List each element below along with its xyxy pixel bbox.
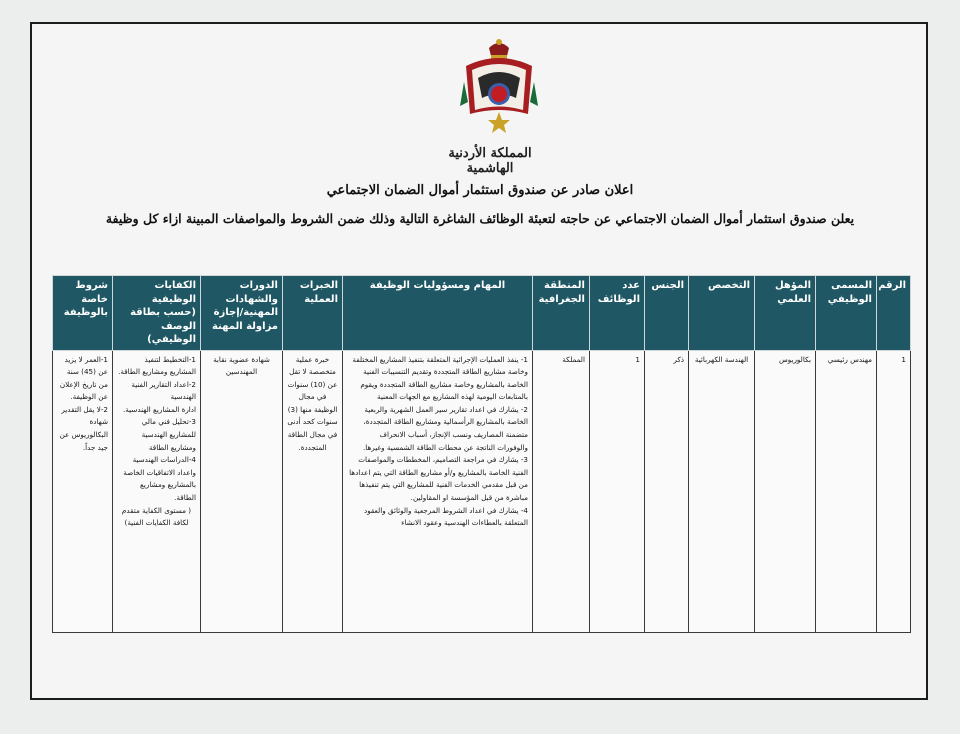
- competency-item: 2-اعداد التقارير الفنية الهندسية: [131, 379, 196, 402]
- cell-experience: خبرة عملية متخصصة لا تقل عن (10) سنوات في مجال الوظيفة منها (3) سنوات كحد أدنى في مجال الطاقة المتجددة.: [283, 350, 343, 633]
- header-gender: الجنس: [645, 276, 689, 351]
- header-qualification: المؤهل العلمي: [755, 276, 816, 351]
- header-count: عدد الوظائف: [590, 276, 645, 351]
- table-row: [53, 350, 911, 633]
- header-region: المنطقة الجغرافية: [533, 276, 590, 351]
- condition-item: 1-العمر لا يزيد عن (45) سنة من تاريخ الإعلان عن الوظيفة.: [59, 354, 108, 402]
- header-experience: الخبرات العملية: [283, 276, 343, 351]
- jordan-coat-of-arms-icon: [458, 36, 540, 136]
- cell-qualification: بكالوريوس: [755, 350, 816, 633]
- cell-special-conditions: [53, 350, 113, 633]
- cell-competencies: [113, 350, 201, 633]
- competency-item: 3-تحليل فني مالي للمشاريع الهندسية ومشاريع الطاقة: [141, 417, 196, 452]
- header-competencies: الكفايات الوظيفية (حسب بطاقة الوصف الوظيفي): [113, 276, 201, 351]
- cell-region: المملكة: [533, 350, 590, 633]
- header-tasks: المهام ومسؤوليات الوظيفة: [343, 276, 533, 351]
- header-certificates: الدورات والشهادات المهنية/إجازة مزاولة المهنة: [201, 276, 283, 351]
- task-item: 3- يشارك في مراجعة التصاميم، المخططات والمواصفات الفنية الخاصة بالمشاريع و/أو مشاريع الطاقة التي يتم اعدادها من قبل مقدمي الخدمات الفنية للمشاريع التي يتم تنفيذها مباشرة من قبل المؤسسة او المقاولين.: [349, 455, 528, 503]
- competency-item: ( مستوى الكفاية متقدم لكافة الكفايات الفنية): [121, 505, 192, 528]
- kingdom-name: المملكة الأردنية الهاشمية: [448, 146, 532, 176]
- cell-tasks: [343, 350, 533, 633]
- header-special-conditions: شروط خاصة بالوظيفة: [53, 276, 113, 351]
- cell-number: 1: [877, 350, 911, 633]
- cell-specialization: الهندسة الكهربائية: [689, 350, 755, 633]
- task-item: 4- يشارك في اعداد الشروط المرجعية والوثائق والعقود المتعلقة بالعطاءات الهندسية وعقود الانشاء: [364, 505, 528, 528]
- cell-count: 1: [590, 350, 645, 633]
- condition-item: 2-لا يقل التقدير شهادة البكالوريوس عن جيد جداً.: [59, 404, 108, 452]
- cell-job-title: مهندس رئيسي: [816, 350, 877, 633]
- header-specialization: التخصص: [689, 276, 755, 351]
- cell-gender: ذكر: [645, 350, 689, 633]
- announcement-subtitle: يعلن صندوق استثمار أموال الضمان الاجتماعي عن حاجته لتعبئة الوظائف الشاغرة التالية وذلك ضمن الشروط والمواصفات المبينة ازاء كل وظيفة: [105, 211, 855, 226]
- task-item: 1- ينفذ العمليات الإجرائية المتعلقة بتنفيذ المشاريع المختلفة وخاصة مشاريع الطاقة المتجددة وتقديم التنسيبات الفنية الخاصة بالمشاريع وخاصة مشاريع الطاقة المتجددة ويقوم بالمتابعات اليومية لهذه المشاريع مع الجهات المعنية: [352, 354, 528, 402]
- task-item: 2- يشارك في اعداد تقارير سير العمل الشهرية والربعية الخاصة بالمشاريع الرأسمالية ومشاريع الطاقة المتجددة، متضمنة المصاريف ونسب الإنجاز، أسباب الانحراف والوفورات الناتجة عن محطات الطاقة الشمسية وغيرها.: [363, 404, 528, 452]
- table-header-row: [53, 276, 911, 351]
- cell-certificates: شهادة عضوية نقابة المهندسين: [201, 350, 283, 633]
- announcement-title: اعلان صادر عن صندوق استثمار أموال الضمان الاجتماعي: [326, 183, 634, 198]
- vacancies-table: [52, 275, 911, 633]
- competency-item: ادارة المشاريع الهندسية.: [122, 404, 196, 414]
- competency-item: 4-الدراسات الهندسية واعداد الاتفاقيات الخاصة بالمشاريع ومشاريع الطاقة.: [123, 455, 196, 503]
- header-number: الرقم: [877, 276, 911, 351]
- header-job-title: المسمى الوظيفي: [816, 276, 877, 351]
- competency-item: 1-التخطيط لتنفيذ المشاريع ومشاريع الطاقة.: [118, 354, 196, 377]
